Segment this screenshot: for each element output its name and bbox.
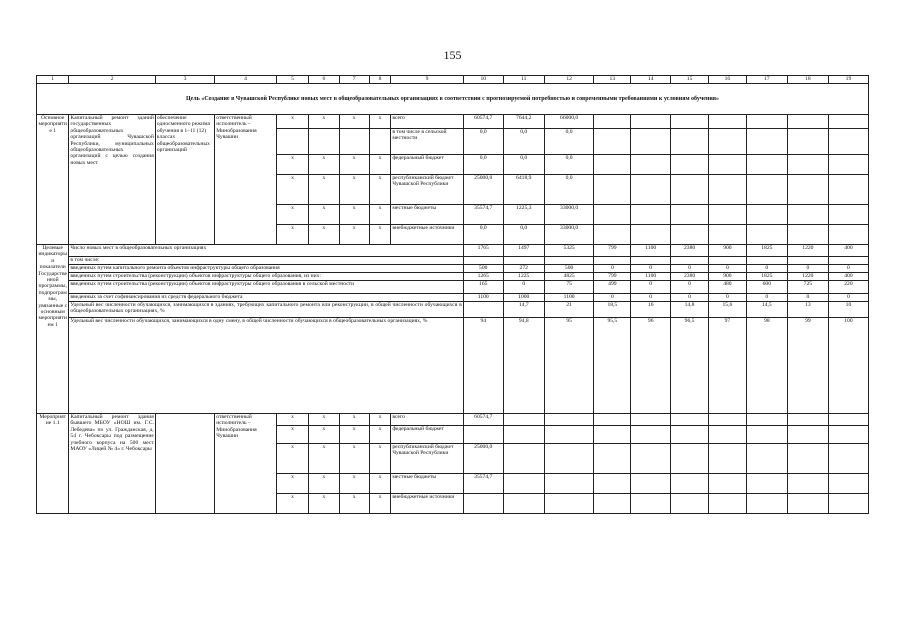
empty-cell: [746, 155, 787, 175]
empty-cell: [671, 175, 709, 205]
empty-cell: [708, 414, 746, 426]
funding-value: 1225,3: [503, 205, 544, 225]
column-numbers-row: [37, 76, 869, 84]
indicator-value: 799: [594, 245, 631, 257]
indicator-value: 1220: [787, 245, 828, 257]
empty-cell: [787, 444, 828, 474]
indicator-value: 0: [503, 281, 544, 294]
indicator-value: [463, 257, 503, 265]
indicator-value: 272: [503, 265, 544, 273]
budget-code: x: [339, 155, 369, 175]
budget-code: x: [339, 414, 369, 426]
empty-cell: [631, 414, 671, 426]
budget-code: x: [369, 444, 391, 474]
empty-cell: [787, 129, 828, 155]
empty-cell: [746, 205, 787, 225]
funding-value: 35574,7: [463, 474, 503, 494]
funding-source: внебюджетные источники: [391, 494, 463, 514]
indicator-value: 1220: [787, 273, 828, 281]
empty-cell: [631, 444, 671, 474]
goal-row: [37, 84, 869, 115]
indicator-value: 96: [631, 318, 671, 414]
funding-value: [503, 444, 544, 474]
funding-value: [544, 414, 594, 426]
funding-source: всего: [391, 414, 463, 426]
funding-value: [463, 426, 503, 444]
indicator-value: 0: [708, 265, 746, 273]
indicator-row: [37, 257, 869, 265]
funding-value: 0,0: [544, 129, 594, 155]
funding-value: [544, 474, 594, 494]
indicator-value: 799: [594, 273, 631, 281]
funding-value: 0,0: [463, 155, 503, 175]
budget-code: x: [309, 444, 339, 474]
budget-code: x: [339, 444, 369, 474]
indicator-value: [746, 257, 787, 265]
indicator-value: 400: [828, 245, 868, 257]
indicator-value: 500: [544, 265, 594, 273]
funding-value: 33000,0: [544, 205, 594, 225]
empty-cell: [594, 474, 631, 494]
indicator-value: 0: [708, 294, 746, 302]
budget-code: x: [369, 225, 391, 245]
empty-cell: [787, 225, 828, 245]
measure-executor: ответственный исполнитель – Минобразования Чувашии: [215, 115, 277, 245]
empty-cell: [708, 474, 746, 494]
funding-value: [503, 414, 544, 426]
budget-code: x: [339, 494, 369, 514]
indicator-value: 500: [463, 265, 503, 273]
indicator-value: 95: [544, 318, 594, 414]
empty-cell: [631, 115, 671, 129]
indicator-row: [37, 318, 869, 414]
empty-cell: [631, 205, 671, 225]
empty-cell: [746, 129, 787, 155]
indicator-value: 2380: [671, 273, 709, 281]
empty-cell: [631, 155, 671, 175]
column-number: 7: [339, 76, 369, 84]
indicator-value: 2380: [671, 245, 709, 257]
budget-code: x: [276, 474, 308, 494]
empty-cell: [631, 474, 671, 494]
indicator-name: введенных путем капитального ремонта объектов инфраструктуры общего образования: [69, 265, 463, 273]
empty-cell: [787, 426, 828, 444]
funding-value: 7644,2: [503, 115, 544, 129]
empty-cell: [828, 494, 868, 514]
funding-source: федеральный бюджет: [391, 155, 463, 175]
column-number: 19: [828, 76, 868, 84]
indicator-value: 95,5: [594, 318, 631, 414]
indicator-value: 499: [594, 281, 631, 294]
empty-cell: [631, 129, 671, 155]
indicator-row: [37, 265, 869, 273]
budget-code: x: [369, 414, 391, 426]
empty-cell: [828, 225, 868, 245]
indicator-value: 75: [544, 281, 594, 294]
indicator-value: [708, 257, 746, 265]
budget-code: x: [339, 205, 369, 225]
indicator-value: 725: [787, 281, 828, 294]
budget-code: x: [369, 426, 391, 444]
indicator-row: [37, 294, 869, 302]
indicator-value: 165: [463, 281, 503, 294]
indicator-value: 100: [828, 318, 868, 414]
funding-value: 35574,7: [463, 205, 503, 225]
indicator-value: 16: [631, 302, 671, 318]
indicator-value: 1825: [746, 273, 787, 281]
funding-value: 0,0: [463, 129, 503, 155]
indicator-name: в том числе:: [69, 257, 463, 265]
measure1-row: [37, 115, 869, 129]
indicator-value: 5325: [544, 245, 594, 257]
indicator-value: 900: [708, 245, 746, 257]
empty-cell: [708, 129, 746, 155]
budget-code: x: [276, 494, 308, 514]
indicator-row: [37, 273, 869, 281]
measure-name: Капитальный ремонт зданий государственных общеобразовательных организаций Чувашской Республики, муниципальных общеобразовательных организаций с целью создания новых мест: [69, 115, 155, 245]
budget-code: x: [339, 474, 369, 494]
funding-value: 25000,0: [463, 444, 503, 474]
indicator-value: 0: [671, 265, 709, 273]
column-number: 4: [215, 76, 277, 84]
indicator-value: 14,8: [671, 302, 709, 318]
indicator-value: 0: [746, 265, 787, 273]
funding-value: 0,0: [503, 225, 544, 245]
budget-code: x: [339, 175, 369, 205]
funding-value: [503, 494, 544, 514]
empty-cell: [708, 175, 746, 205]
funding-value: [503, 474, 544, 494]
empty-cell: [631, 426, 671, 444]
measure-executor: ответственный исполнитель – Минобразования Чувашии: [215, 414, 277, 514]
indicator-value: 13: [787, 302, 828, 318]
indicator-value: 0: [671, 281, 709, 294]
funding-value: [503, 426, 544, 444]
budget-code: x: [369, 115, 391, 129]
indicator-value: [503, 257, 544, 265]
column-number: 1: [37, 76, 69, 84]
empty-cell: [671, 494, 709, 514]
empty-cell: [671, 414, 709, 426]
empty-cell: [594, 115, 631, 129]
column-number: 10: [463, 76, 503, 84]
empty-cell: [746, 115, 787, 129]
indicator-value: 0: [671, 294, 709, 302]
empty-cell: [708, 426, 746, 444]
indicator-value: [463, 302, 503, 318]
indicator-value: 96,5: [671, 318, 709, 414]
empty-cell: [828, 115, 868, 129]
empty-cell: [671, 225, 709, 245]
budget-code: x: [309, 225, 339, 245]
indicator-value: 1100: [463, 294, 503, 302]
indicator-value: 0: [631, 281, 671, 294]
empty-cell: [594, 494, 631, 514]
budget-code: [309, 129, 339, 155]
budget-code: x: [339, 115, 369, 129]
empty-cell: [594, 129, 631, 155]
indicator-value: 1100: [631, 245, 671, 257]
indicator-value: 600: [746, 281, 787, 294]
budget-code: [339, 129, 369, 155]
indicator-value: 900: [708, 273, 746, 281]
empty-cell: [746, 474, 787, 494]
empty-cell: [787, 155, 828, 175]
empty-cell: [594, 444, 631, 474]
funding-value: 33000,0: [544, 225, 594, 245]
budget-code: x: [276, 155, 308, 175]
budget-code: x: [276, 115, 308, 129]
budget-code: x: [369, 175, 391, 205]
indicator-row: [37, 302, 869, 318]
column-number: 18: [787, 76, 828, 84]
indicator-value: 15,6: [708, 302, 746, 318]
indicator-value: 1765: [463, 245, 503, 257]
funding-source: всего: [391, 115, 463, 129]
funding-source: внебюджетные источники: [391, 225, 463, 245]
empty-cell: [631, 175, 671, 205]
column-number: 9: [391, 76, 463, 84]
budget-code: x: [339, 426, 369, 444]
indicator-value: 1000: [503, 294, 544, 302]
empty-cell: [708, 155, 746, 175]
empty-cell: [594, 426, 631, 444]
funding-value: 60574,7: [463, 115, 503, 129]
empty-cell: [746, 175, 787, 205]
empty-cell: [671, 205, 709, 225]
indicator-value: 220: [828, 281, 868, 294]
budget-code: x: [309, 175, 339, 205]
empty-cell: [671, 155, 709, 175]
indicator-value: 0: [746, 294, 787, 302]
budget-code: x: [309, 426, 339, 444]
indicator-name: Число новых мест в общеобразовательных организациях: [69, 245, 463, 257]
empty-cell: [828, 444, 868, 474]
empty-cell: [708, 205, 746, 225]
funding-value: 0,0: [503, 129, 544, 155]
indicator-name: Удельный вес численности обучающихся, занимающихся в одну смену, в общей численности обучающихся в общеобразовательных организациях, %: [69, 318, 463, 414]
indicator-value: 400: [828, 273, 868, 281]
budget-code: x: [369, 155, 391, 175]
indicator-value: 18,5: [594, 302, 631, 318]
empty-cell: [828, 155, 868, 175]
indicator-value: [631, 257, 671, 265]
budget-code: x: [276, 175, 308, 205]
column-number: 13: [594, 76, 631, 84]
empty-cell: [787, 205, 828, 225]
budget-code: x: [339, 225, 369, 245]
indicator-value: 1100: [631, 273, 671, 281]
indicator-value: 97: [708, 318, 746, 414]
indicator-value: 14,7: [503, 302, 544, 318]
funding-value: [463, 494, 503, 514]
empty-cell: [828, 205, 868, 225]
column-number: 16: [708, 76, 746, 84]
program-table: [36, 75, 869, 514]
budget-code: x: [309, 494, 339, 514]
indicator-value: 0: [787, 265, 828, 273]
measure-status: Основное мероприятие 1: [37, 115, 69, 245]
funding-value: 60574,7: [463, 414, 503, 426]
indicator-row: [37, 245, 869, 257]
empty-cell: [708, 494, 746, 514]
empty-cell: [746, 225, 787, 245]
empty-cell: [671, 426, 709, 444]
empty-cell: [594, 175, 631, 205]
indicators-label: Целевые индикаторы и показатели Государственной программы, подпрограммы, увязанные с основным мероприятием 1: [37, 245, 69, 414]
funding-value: 25000,0: [463, 175, 503, 205]
budget-code: x: [276, 225, 308, 245]
indicator-value: [787, 257, 828, 265]
column-number: 12: [544, 76, 594, 84]
indicator-value: 10: [828, 302, 868, 318]
funding-source: республиканский бюджет Чувашской Республики: [391, 444, 463, 474]
budget-code: [369, 129, 391, 155]
funding-source: в том числе в сельской местности: [391, 129, 463, 155]
empty-cell: [787, 175, 828, 205]
funding-source: местные бюджеты: [391, 205, 463, 225]
indicator-value: 98: [746, 318, 787, 414]
indicator-value: 1497: [503, 245, 544, 257]
column-number: 11: [503, 76, 544, 84]
measure-goal-link: [155, 414, 214, 514]
indicator-value: 0: [594, 265, 631, 273]
funding-source: местные бюджеты: [391, 474, 463, 494]
budget-code: x: [276, 414, 308, 426]
measure11-row: [37, 414, 869, 426]
measure-goal-link: обеспечение односменного режима обучения в 1–11 (12) классах общеобразовательных организаций: [155, 115, 214, 245]
empty-cell: [671, 444, 709, 474]
empty-cell: [594, 225, 631, 245]
empty-cell: [708, 225, 746, 245]
funding-value: [544, 426, 594, 444]
empty-cell: [671, 129, 709, 155]
budget-code: x: [309, 115, 339, 129]
indicator-value: 0: [787, 294, 828, 302]
indicator-value: [594, 257, 631, 265]
budget-code: [276, 129, 308, 155]
page-number: 155: [443, 48, 462, 62]
indicator-value: 0: [594, 294, 631, 302]
empty-cell: [828, 474, 868, 494]
empty-cell: [746, 494, 787, 514]
empty-cell: [828, 426, 868, 444]
empty-cell: [594, 205, 631, 225]
empty-cell: [828, 129, 868, 155]
column-number: 15: [671, 76, 709, 84]
column-number: 5: [276, 76, 308, 84]
empty-cell: [671, 474, 709, 494]
budget-code: x: [309, 414, 339, 426]
indicator-value: 94,8: [503, 318, 544, 414]
empty-cell: [594, 155, 631, 175]
empty-cell: [828, 175, 868, 205]
indicator-value: 0: [631, 294, 671, 302]
empty-cell: [671, 115, 709, 129]
indicator-value: [671, 257, 709, 265]
indicator-value: 480: [708, 281, 746, 294]
indicator-value: 1825: [746, 245, 787, 257]
indicator-name: введенных путем строительства (реконструкции) объектов инфраструктуры общего образования, из них:: [69, 273, 463, 281]
budget-code: x: [276, 426, 308, 444]
empty-cell: [746, 414, 787, 426]
indicator-value: 21: [544, 302, 594, 318]
empty-cell: [594, 414, 631, 426]
indicator-row: [37, 281, 869, 294]
empty-cell: [828, 414, 868, 426]
indicator-value: 0: [828, 294, 868, 302]
empty-cell: [746, 444, 787, 474]
indicator-value: 4825: [544, 273, 594, 281]
empty-cell: [708, 444, 746, 474]
funding-value: 66000,0: [544, 115, 594, 129]
funding-source: федеральный бюджет: [391, 426, 463, 444]
funding-source: республиканский бюджет Чувашской Республики: [391, 175, 463, 205]
budget-code: x: [309, 155, 339, 175]
goal-title: Цель «Создание в Чувашской Республике новых мест в общеобразовательных организациях в соответствии с прогнозируемой потребностью и современными требованиями к условиям обучения»: [37, 84, 869, 115]
budget-code: x: [369, 474, 391, 494]
column-number: 14: [631, 76, 671, 84]
budget-code: x: [369, 494, 391, 514]
empty-cell: [631, 225, 671, 245]
funding-value: 0,0: [544, 155, 594, 175]
indicator-value: [828, 257, 868, 265]
column-number: 3: [155, 76, 214, 84]
column-number: 8: [369, 76, 391, 84]
column-number: 6: [309, 76, 339, 84]
funding-value: 0,0: [503, 155, 544, 175]
indicator-value: 0: [828, 265, 868, 273]
indicator-value: 0: [631, 265, 671, 273]
indicator-value: 1100: [544, 294, 594, 302]
column-number: 2: [69, 76, 155, 84]
budget-code: x: [309, 205, 339, 225]
measure-name: Капитальный ремонт здания бывшего МБОУ «НОШ им. Г.С. Лебедева» по ул. Гражданская, д. 54 г. Чебоксары под размещение учебного корпуса на 500 мест МАОУ «Лицей № 4» г. Чебоксары: [69, 414, 155, 514]
funding-value: 0,0: [544, 175, 594, 205]
funding-value: 6418,9: [503, 175, 544, 205]
indicator-value: 1265: [463, 273, 503, 281]
budget-code: x: [369, 205, 391, 225]
empty-cell: [787, 414, 828, 426]
indicator-value: 99: [787, 318, 828, 414]
indicator-value: 94: [463, 318, 503, 414]
empty-cell: [787, 115, 828, 129]
funding-value: 0,0: [463, 225, 503, 245]
indicator-value: 14,5: [746, 302, 787, 318]
measure-status: Мероприятие 1.1: [37, 414, 69, 514]
indicator-value: [544, 257, 594, 265]
funding-value: [544, 494, 594, 514]
indicator-name: Удельный вес численности обучающихся, занимающихся в зданиях, требующих капитального ремонта или реконструкции, в общей численности обучающихся в общеобразовательных организациях, %: [69, 302, 463, 318]
budget-code: x: [309, 474, 339, 494]
budget-code: x: [276, 444, 308, 474]
funding-value: [544, 444, 594, 474]
budget-code: x: [276, 205, 308, 225]
empty-cell: [708, 115, 746, 129]
indicator-name: введенных за счет софинансирования из средств федерального бюджета: [69, 294, 463, 302]
empty-cell: [631, 494, 671, 514]
empty-cell: [746, 426, 787, 444]
empty-cell: [787, 494, 828, 514]
indicator-value: 1225: [503, 273, 544, 281]
column-number: 17: [746, 76, 787, 84]
empty-cell: [787, 474, 828, 494]
indicator-name: введенных путем строительства (реконструкции) объектов инфраструктуры общего образования в сельской местности: [69, 281, 463, 294]
